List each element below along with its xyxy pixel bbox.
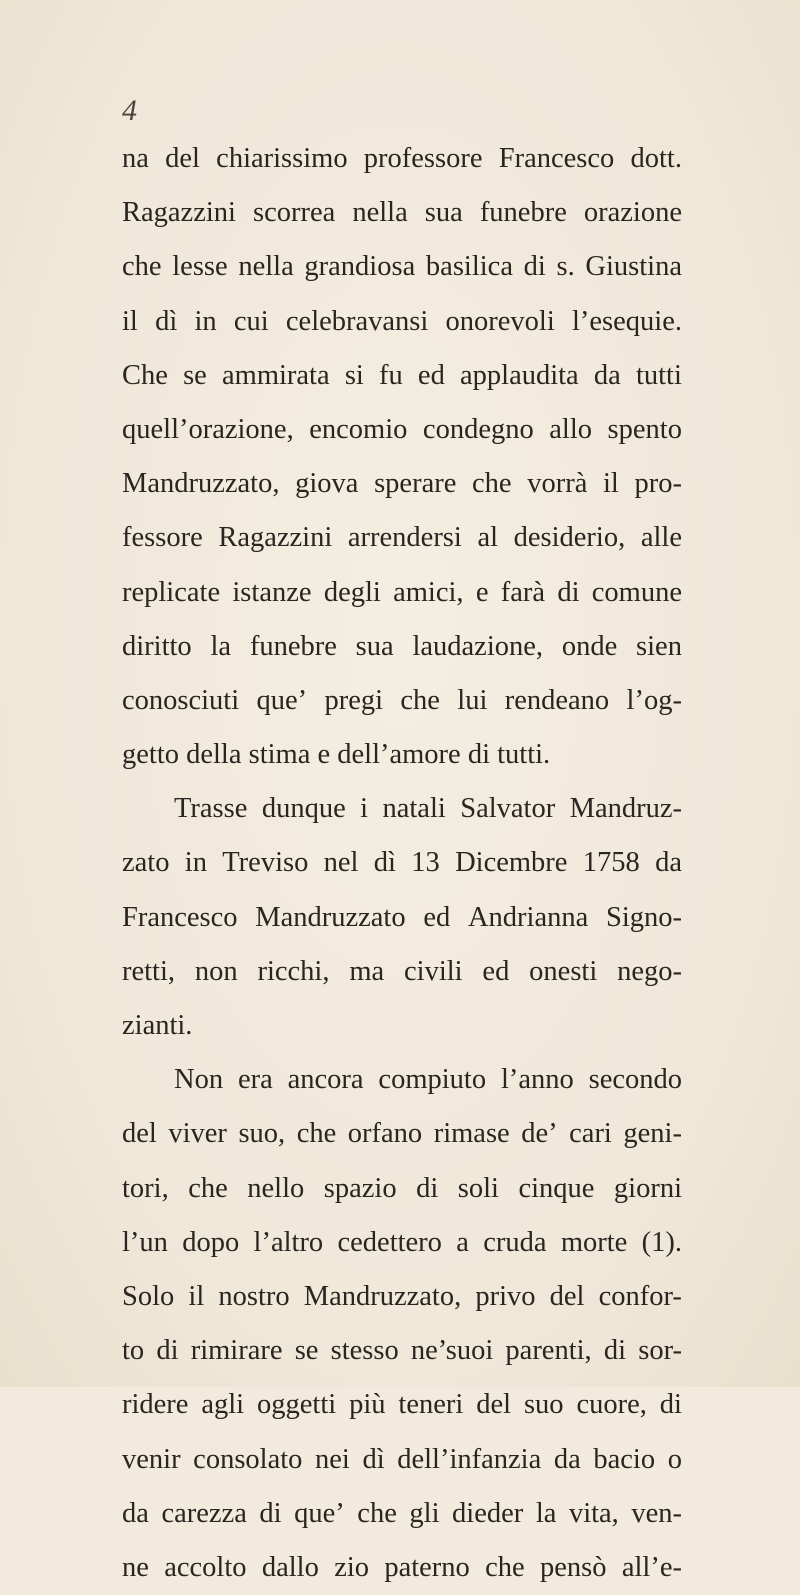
word: chiarissimo [216,143,348,174]
word: Francesco [498,143,615,174]
word: il [188,1280,205,1312]
word: giova [295,468,359,500]
text-line [122,1162,682,1216]
word: cui [233,305,269,337]
word: che [188,1172,228,1204]
word: paterno [384,1551,470,1583]
word: privo [475,1280,536,1312]
word: giorni [613,1172,682,1204]
word: dieder [452,1497,524,1529]
word: che [122,251,162,283]
word: da [593,359,621,391]
word: di [603,1335,627,1367]
text-line [122,728,682,782]
word: s. [556,251,575,283]
word: più [349,1389,386,1421]
word: allo [549,413,593,445]
word: ne [122,1551,149,1583]
word: Che [122,359,168,391]
word: dopo [182,1226,240,1258]
word: al [477,522,499,554]
text-line [122,1324,682,1378]
word: alle [640,522,682,554]
word: ven- [631,1497,682,1529]
word: vorrà [527,468,588,500]
word: cuore, [576,1389,647,1421]
word: di [259,1497,282,1529]
word: era [237,1064,273,1096]
word: dunque [261,793,346,825]
word: nella [238,251,294,283]
word: Trasse [174,793,248,825]
word: dell’infanzia [397,1443,542,1475]
word: rimase [433,1118,510,1150]
word: si [344,359,364,391]
word: sua [355,630,394,662]
word: Mandruz- [569,793,682,825]
word: dì [373,847,396,879]
word: il [122,305,138,337]
word: amici, [393,576,464,608]
text-line-content: getto della stima e dell’amore di tutti. [122,739,551,771]
word: lesse [172,251,228,283]
word: cedettero [337,1226,442,1258]
word: suo, [238,1118,286,1150]
word: di [659,1389,682,1421]
word: bacio [593,1443,656,1475]
text-line [122,782,682,836]
word: suo [523,1389,564,1421]
word: dì [155,305,178,337]
word: ricchi, [257,955,330,987]
word: onde [561,630,618,662]
word: vita, [568,1497,619,1529]
word: fessore [122,522,203,554]
word: cruda [483,1226,547,1258]
word: che [485,1551,525,1583]
word: nello [247,1172,305,1204]
word: Ragazzini [218,522,333,554]
word: del [122,1118,157,1150]
word: spazio [323,1172,397,1204]
text-line [122,1107,682,1161]
text-line [122,457,682,511]
word: da [655,847,682,879]
word: onorevoli [445,305,555,337]
word: funebre [249,630,337,662]
text-line [122,132,682,186]
word: degli [323,576,381,608]
word: ed [482,955,510,987]
word: civili [404,955,463,987]
word: tori, [122,1172,169,1204]
word: sua [424,197,463,229]
word: in [184,847,207,879]
word: Dicembre [455,847,568,879]
word: da [553,1443,581,1475]
word: nostro [218,1280,290,1312]
word: desiderio, [513,522,626,554]
word: confor- [598,1280,682,1312]
word: farà [500,576,546,608]
word: parenti, [505,1335,592,1367]
word: replicate [122,576,221,608]
word: professore [363,143,483,174]
word: encomio [309,413,408,445]
word: che [296,1118,337,1150]
word: del [476,1389,512,1421]
word: di [557,576,580,608]
word: istanze [232,576,312,608]
word: orfano [347,1118,423,1150]
word: la [535,1497,557,1529]
word: funebre [479,197,567,229]
word: dallo [261,1551,319,1583]
text-line [122,1270,682,1324]
text-line [122,891,682,945]
text-line [122,836,682,890]
word: se [183,359,207,391]
word: agli [201,1389,245,1421]
word: que’ [294,1497,345,1529]
word: rimirare [190,1335,283,1367]
word: Mandruzzato, [122,468,280,500]
word: Mandruzzato, [303,1280,462,1312]
word: se [294,1335,319,1367]
word: del [549,1280,585,1312]
text-line [122,1378,682,1432]
word: che [400,684,440,716]
word: ed [423,901,451,933]
word: scorrea [253,197,336,229]
word: la [210,630,232,662]
word: orazione [583,197,682,229]
word: rendeano [504,684,610,716]
word: geni- [623,1118,682,1150]
word: l’esequie. [571,305,682,337]
word: sperare [374,468,457,500]
word: accolto [164,1551,247,1583]
word: carezza [161,1497,247,1529]
text-line [122,349,682,403]
word: cinque [518,1172,595,1204]
page-number: 4 [122,94,137,127]
word: Francesco [122,901,238,933]
text-line [122,240,682,294]
word: l’un [122,1226,168,1258]
word: teneri [398,1389,464,1421]
word: pro- [634,468,682,500]
word: retti, [122,955,176,987]
text-line [122,295,682,349]
word: Non [174,1064,224,1096]
text-line [122,403,682,457]
word: quell’orazione, [122,413,294,445]
word: all’e- [621,1551,682,1583]
word: soli [457,1172,499,1204]
word: fu [379,359,403,391]
text-line [122,620,682,674]
word: zato [122,847,170,879]
word: grandiosa [304,251,416,283]
word: Giustina [585,251,682,283]
word: a [456,1226,469,1258]
word: gli [409,1497,440,1529]
word: arrendersi [347,522,462,554]
text-line [122,945,682,999]
word: conosciuti [122,684,240,716]
word: che [472,468,512,500]
text-line [122,999,682,1053]
word: cari [569,1118,612,1150]
word: Solo [122,1280,175,1312]
word: zio [334,1551,370,1583]
word: lui [457,684,488,716]
word: natali [382,793,446,825]
word: ma [349,955,385,987]
word: consolato [193,1443,303,1475]
word: ammirata [222,359,330,391]
word: de’ [521,1118,558,1150]
word: (1). [641,1226,682,1258]
word: nella [352,197,408,229]
word: dì [362,1443,385,1475]
word: sien [636,630,682,662]
word: e [475,576,489,608]
word: secondo [588,1064,682,1096]
word: sor- [638,1335,682,1367]
word: 13 [411,847,440,879]
word: onesti [529,955,598,987]
word: Salvator [460,793,556,825]
word: oggetti [257,1389,337,1421]
word: di [416,1172,439,1204]
word: da [122,1497,149,1529]
word: l’anno [500,1064,574,1096]
word: 1758 [582,847,640,879]
word: il [603,468,619,500]
word: Ragazzini [122,197,236,229]
word: viver [168,1118,227,1150]
word: laudazione, [412,630,544,662]
word: Andrianna [467,901,589,933]
word: nei [315,1443,350,1475]
word: ed [417,359,445,391]
word: l’og- [626,684,682,716]
word: stesso [330,1335,399,1367]
word: Mandruzzato [255,901,406,933]
word: diritto [122,630,192,662]
text-line [122,1487,682,1541]
word: che [357,1497,397,1529]
word: Signo- [605,901,682,933]
word: basilica [425,251,513,283]
body-text [122,132,682,1595]
word: condegno [422,413,534,445]
word: na [122,143,149,174]
word: in [194,305,217,337]
word: spento [607,413,682,445]
text-line [122,1216,682,1270]
word: pensò [540,1551,607,1583]
word: pregi [324,684,384,716]
word: comune [591,576,682,608]
word: non [194,955,238,987]
word: morte [560,1226,628,1258]
text-line [122,674,682,728]
word: venir [122,1443,181,1475]
word: to [122,1335,145,1367]
word: ne’suoi [410,1335,494,1367]
word: nego- [617,955,682,987]
word: ancora [287,1064,364,1096]
word: dott. [630,143,682,174]
word: o [667,1443,682,1475]
word: nel [323,847,359,879]
text-line-content: zianti. [122,1010,193,1041]
word: ridere [122,1389,189,1421]
text-line [122,511,682,565]
word: del [165,143,200,174]
word: celebravansi [285,305,429,337]
word: applaudita [460,359,579,391]
word: i [360,793,369,825]
word: que’ [256,684,308,716]
word: di [156,1335,179,1367]
word: tutti [635,359,682,391]
text-line [122,1433,682,1487]
word: l’altro [253,1226,324,1258]
text-line [122,566,682,620]
text-line [122,1541,682,1595]
text-line [122,186,682,240]
word: di [523,251,546,283]
text-line [122,1053,682,1107]
word: Treviso [222,847,309,879]
word: compiuto [378,1064,487,1096]
